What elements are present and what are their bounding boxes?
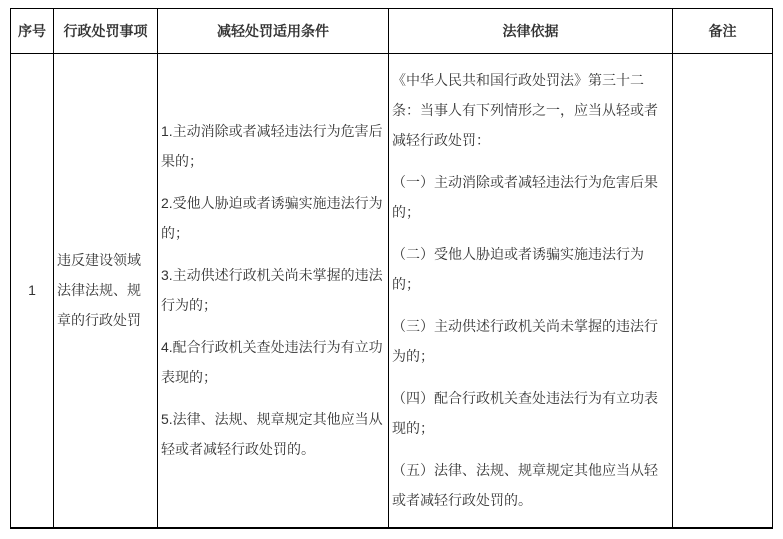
legal-basis-paragraph: （五）法律、法规、规章规定其他应当从轻或者减轻行政处罚的。: [392, 462, 658, 509]
cell-index: 1: [11, 54, 54, 528]
condition-paragraph: 5.法律、法规、规章规定其他应当从轻或者减轻行政处罚的。: [161, 411, 383, 458]
condition-paragraph: 4.配合行政机关查处违法行为有立功表现的；: [161, 339, 383, 386]
header-penalty-item: 行政处罚事项: [54, 9, 158, 54]
header-row: [11, 9, 773, 54]
cell-mitigation-conditions: [158, 54, 389, 528]
condition-paragraph: 2.受他人胁迫或者诱骗实施违法行为的；: [161, 195, 383, 242]
legal-basis-paragraph: （四）配合行政机关查处违法行为有立功表现的；: [392, 390, 658, 437]
cell-remarks: [673, 54, 773, 528]
legal-basis-paragraph: （一）主动消除或者减轻违法行为危害后果的；: [392, 174, 658, 221]
header-index: 序号: [11, 9, 54, 54]
header-mitigation-conditions: 减轻处罚适用条件: [158, 9, 389, 54]
header-legal-basis: 法律依据: [389, 9, 673, 54]
legal-basis-paragraph: （二）受他人胁迫或者诱骗实施违法行为的；: [392, 246, 644, 293]
header-remarks: 备注: [673, 9, 773, 54]
condition-paragraph: 3.主动供述行政机关尚未掌握的违法行为的；: [161, 267, 383, 314]
cell-legal-basis: [389, 54, 673, 528]
cell-penalty-item: 违反建设领域法律法规、规章的行政处罚: [54, 54, 158, 528]
penalty-table: [10, 8, 773, 529]
legal-basis-paragraph: 《中华人民共和国行政处罚法》第三十二条：当事人有下列情形之一，应当从轻或者减轻行政处罚：: [392, 72, 658, 149]
legal-basis-paragraph: （三）主动供述行政机关尚未掌握的违法行为的；: [392, 318, 658, 365]
table-row: [11, 54, 773, 528]
condition-paragraph: 1.主动消除或者减轻违法行为危害后果的；: [161, 123, 383, 170]
